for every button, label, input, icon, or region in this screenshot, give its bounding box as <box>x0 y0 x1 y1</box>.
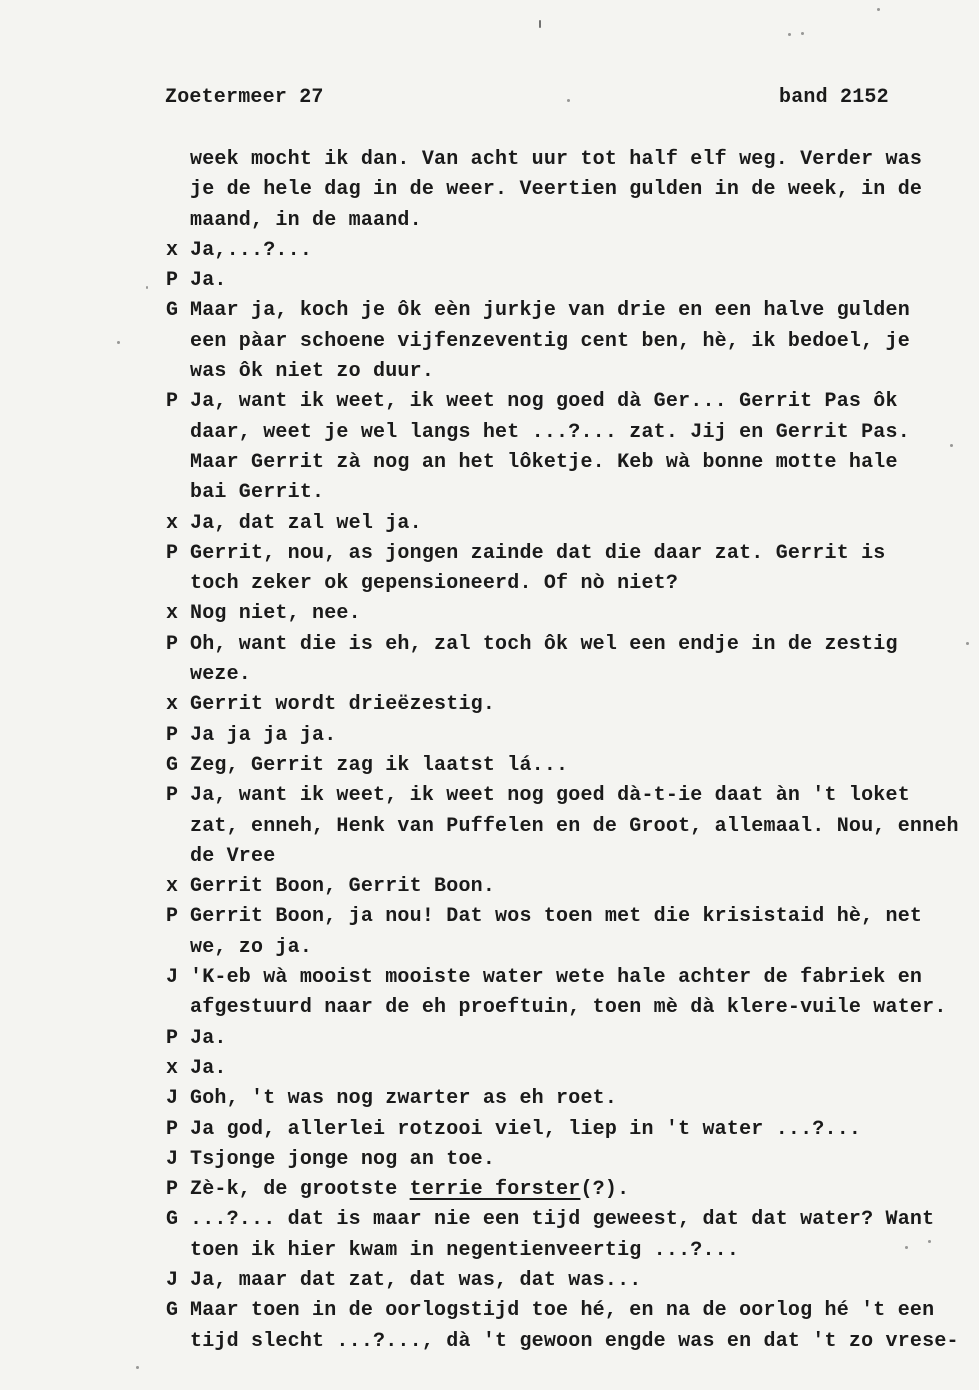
transcript-line <box>166 296 976 326</box>
speaker-label: x <box>166 875 179 899</box>
page-header <box>0 86 979 112</box>
speaker-label: P <box>166 390 179 414</box>
transcript <box>166 145 976 1357</box>
transcript-line <box>166 1115 976 1145</box>
transcript-line <box>166 630 976 660</box>
scan-speck <box>136 1366 139 1369</box>
transcript-line <box>166 1236 976 1266</box>
line-text: Ja. <box>190 269 227 293</box>
line-text: de Vree <box>190 844 276 868</box>
line-text: een pàar schoene vijfenzeventig cent ben, hè, ik bedoel, je <box>190 329 910 353</box>
scan-speck <box>966 642 969 645</box>
transcript-line <box>166 902 976 932</box>
scan-speck <box>539 20 541 28</box>
speaker-label: P <box>166 905 179 929</box>
speaker-label: G <box>166 753 179 777</box>
line-text: afgestuurd naar de eh proeftuin, toen mè dà klere-vuile water. <box>190 996 947 1020</box>
line-text: Ja ja ja ja. <box>190 723 337 747</box>
scan-speck <box>146 286 148 289</box>
transcript-line <box>166 206 976 236</box>
speaker-label: J <box>166 966 179 990</box>
line-text: Ja. <box>190 1056 227 1080</box>
transcript-line <box>166 327 976 357</box>
line-text: Maar toen in de oorlogstijd toe hé, en na de oorlog hé 't een <box>190 1299 935 1323</box>
underlined-phrase: terrie forster <box>409 1178 581 1202</box>
line-text: Nog niet, nee. <box>190 602 361 626</box>
speaker-label: x <box>166 511 179 535</box>
document-title: Zoetermeer 27 <box>165 86 324 109</box>
transcript-line <box>166 1084 976 1114</box>
transcript-line <box>166 145 976 175</box>
transcript-line <box>166 357 976 387</box>
transcript-line <box>166 993 976 1023</box>
line-text: 'K-eb wà mooist mooiste water wete hale achter de fabriek en <box>190 966 923 990</box>
line-text: daar, weet je wel langs het ...?... zat. Jij en Gerrit Pas. <box>190 420 910 444</box>
line-text: Maar Gerrit zà nog an het lôketje. Keb wà bonne motte hale <box>190 450 898 474</box>
speaker-label: x <box>166 1056 179 1080</box>
line-text: Ja, maar dat zat, dat was, dat was... <box>190 1268 642 1292</box>
transcript-line <box>166 690 976 720</box>
transcript-line <box>166 1327 976 1357</box>
transcript-line <box>166 448 976 478</box>
speaker-label: P <box>166 1026 179 1050</box>
scan-speck <box>877 8 880 11</box>
band-number: band 2152 <box>779 86 889 109</box>
transcript-line <box>166 569 976 599</box>
transcript-line <box>166 812 976 842</box>
line-text: Gerrit Boon, Gerrit Boon. <box>190 875 496 899</box>
line-text: we, zo ja. <box>190 935 313 959</box>
line-text: tijd slecht ...?..., dà 't gewoon engde was en dat 't zo vrese- <box>190 1329 959 1353</box>
transcript-line <box>166 721 976 751</box>
line-text: week mocht ik dan. Van acht uur tot half elf weg. Verder was <box>190 148 923 171</box>
line-text: Ja, dat zal wel ja. <box>190 511 422 535</box>
scan-speck <box>567 99 570 102</box>
transcript-line <box>166 539 976 569</box>
speaker-label: P <box>166 1117 179 1141</box>
transcript-line <box>166 963 976 993</box>
transcript-line <box>166 599 976 629</box>
speaker-label: P <box>166 632 179 656</box>
line-text: maand, in de maand. <box>190 208 422 232</box>
transcript-line <box>166 1296 976 1326</box>
line-text: Ja, want ik weet, ik weet nog goed dà Ger... Gerrit Pas ôk <box>190 390 898 414</box>
line-text: toch zeker ok gepensioneerd. Of nò niet? <box>190 572 679 596</box>
line-text: je de hele dag in de weer. Veertien gulden in de week, in de <box>190 178 923 202</box>
line-text: weze. <box>190 663 252 687</box>
line-text: Ja, want ik weet, ik weet nog goed dà-t-ie daat àn 't loket <box>190 784 910 808</box>
scan-speck <box>788 33 791 36</box>
transcript-line <box>166 660 976 690</box>
line-text: Gerrit wordt drieëzestig. <box>190 693 496 717</box>
speaker-label: P <box>166 541 179 565</box>
line-text: Gerrit Boon, ja nou! Dat wos toen met die krisistaid hè, net <box>190 905 923 929</box>
transcript-line <box>166 872 976 902</box>
line-text: ...?... dat is maar nie een tijd geweest, dat dat water? Want <box>190 1208 935 1232</box>
line-text: Maar ja, koch je ôk eèn jurkje van drie en een halve gulden <box>190 299 910 323</box>
transcript-line <box>166 1205 976 1235</box>
line-text: Ja,...?... <box>190 238 313 262</box>
transcript-line <box>166 1024 976 1054</box>
transcript-line <box>166 236 976 266</box>
transcript-line <box>166 933 976 963</box>
transcript-line <box>166 266 976 296</box>
speaker-label: x <box>166 602 179 626</box>
speaker-label: P <box>166 723 179 747</box>
speaker-label: J <box>166 1147 179 1171</box>
speaker-label: G <box>166 299 179 323</box>
line-text: Gerrit, nou, as jongen zainde dat die daar zat. Gerrit is <box>190 541 886 565</box>
speaker-label: G <box>166 1299 179 1323</box>
line-text: Goh, 't was nog zwarter as eh roet. <box>190 1087 618 1111</box>
speaker-label: P <box>166 1178 179 1202</box>
line-text: Ja god, allerlei rotzooi viel, liep in 't water ...?... <box>190 1117 862 1141</box>
transcript-line <box>166 418 976 448</box>
transcript-line <box>166 509 976 539</box>
scan-speck <box>117 341 120 344</box>
transcript-line <box>166 387 976 417</box>
scan-speck <box>801 32 804 35</box>
line-text: zat, enneh, Henk van Puffelen en de Groot, allemaal. Nou, enneh <box>190 814 959 838</box>
transcript-line <box>166 751 976 781</box>
speaker-label: P <box>166 784 179 808</box>
speaker-label: x <box>166 238 179 262</box>
line-text: Tsjonge jonge nog an toe. <box>190 1147 496 1171</box>
line-text: Zè-k, de grootste terrie forster(?). <box>190 1178 630 1202</box>
transcript-line <box>166 175 976 205</box>
speaker-label: P <box>166 269 179 293</box>
line-text: was ôk niet zo duur. <box>190 360 435 384</box>
scan-speck <box>905 1246 908 1249</box>
scan-speck <box>950 444 953 447</box>
transcript-line <box>166 1054 976 1084</box>
line-text: Zeg, Gerrit zag ik laatst lá... <box>190 753 569 777</box>
transcript-line <box>166 1145 976 1175</box>
transcript-line <box>166 1266 976 1296</box>
scan-speck <box>928 1240 931 1243</box>
transcript-line <box>166 842 976 872</box>
transcript-line <box>166 781 976 811</box>
transcript-line <box>166 1175 976 1205</box>
line-text: Ja. <box>190 1026 227 1050</box>
speaker-label: G <box>166 1208 179 1232</box>
line-text: Oh, want die is eh, zal toch ôk wel een endje in de zestig <box>190 632 898 656</box>
transcript-line <box>166 478 976 508</box>
line-text: toen ik hier kwam in negentienveertig ...?... <box>190 1238 740 1262</box>
speaker-label: x <box>166 693 179 717</box>
line-text: bai Gerrit. <box>190 481 325 505</box>
speaker-label: J <box>166 1268 179 1292</box>
speaker-label: J <box>166 1087 179 1111</box>
